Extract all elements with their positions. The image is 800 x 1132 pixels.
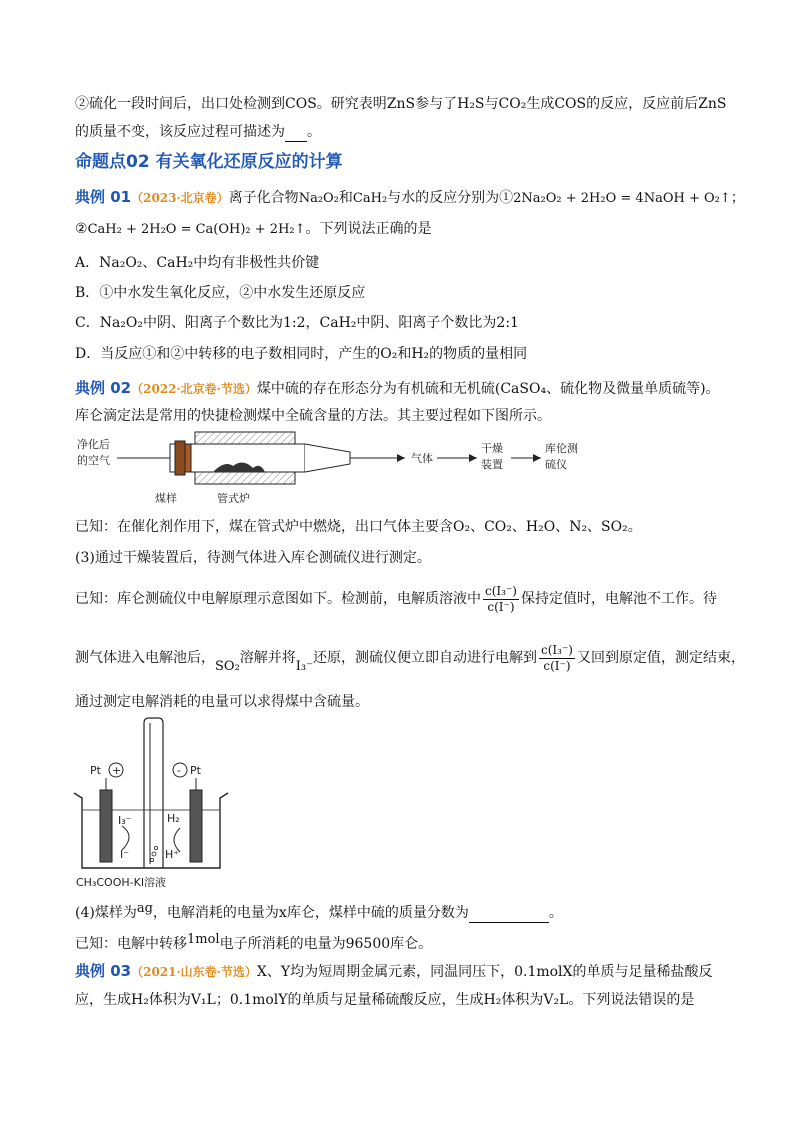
example2-line2: 库仑滴定法是常用的快捷检测煤中全硫含量的方法。其主要过程如下图所示。	[75, 408, 551, 424]
example1-text-a: 离子化合物	[228, 190, 299, 206]
equation-1: 2Na₂O₂ + 2H₂O = 4NaOH + O₂↑	[513, 191, 731, 206]
example3-text1: X、Y均为短周期金属元素，同温同压下，0.1molX的单质与足量稀盐酸反	[256, 964, 713, 980]
label-sample: 煤样	[155, 492, 177, 505]
electrolysis-cell-diagram	[72, 718, 272, 893]
eq2-prefix: ②	[75, 221, 88, 237]
fraction-numerator-2: c(I₃⁻)	[541, 642, 573, 657]
known-3-c: 还原，测硫仪便立即自动进行电解到	[313, 650, 537, 666]
label-dry-2: 装置	[481, 458, 503, 471]
example3-intro	[75, 961, 740, 982]
example1-eq2-line	[75, 219, 740, 240]
label-gas: 气体	[411, 452, 433, 465]
iodide-label: I⁻	[120, 848, 130, 861]
fraction-numerator: c(I₃⁻)	[485, 583, 517, 598]
h2-label: H₂	[167, 812, 180, 825]
example1-text-d: ；	[730, 190, 745, 206]
known-5-b: 电子所消耗的电量为96500库仑。	[219, 936, 433, 952]
intro-line-2-text: 的质量不变，该反应过程可描述为	[75, 124, 285, 140]
known-5	[75, 930, 740, 954]
intro-line-1: ②硫化一段时间后，出口处检测到COS。研究表明ZnS参与了H₂S与CO₂生成COS的反应，反应前后ZnS	[75, 96, 727, 112]
intro-line-2-end: 。	[307, 124, 321, 140]
beaker	[74, 793, 228, 868]
known-3	[75, 640, 745, 680]
ratio-fraction	[483, 584, 519, 615]
fraction-denominator-2: c(I⁻)	[543, 658, 571, 673]
formula-cah2: CaH₂	[352, 191, 388, 206]
example3-label: 典例 03	[75, 962, 132, 980]
option-d: D．当反应①和②中转移的电子数相同时，产生的O₂和H₂的物质的量相同	[75, 346, 528, 362]
option-b: B．①中水发生氧化反应，②中水发生还原反应	[75, 285, 366, 301]
tube-taper	[305, 444, 350, 472]
example2-intro	[75, 378, 740, 399]
formula-i3: I₃⁻	[295, 659, 313, 674]
mass-ag: ag	[136, 901, 153, 916]
arrow-to-gas	[397, 454, 405, 462]
example3-line2: 应，生成H₂体积为V₁L；0.1molY的单质与足量稀硫酸反应，生成H₂体积为V₂L。下列说法错误的是	[75, 992, 695, 1008]
example2-source: （2022·北京卷·节选）	[131, 382, 257, 396]
equation-2: CaH₂ + 2H₂O = Ca(OH)₂ + 2H₂↑	[87, 222, 306, 237]
gas-bubble	[154, 846, 157, 849]
example3-source: （2021·山东卷·节选）	[131, 965, 257, 979]
known-5-a: 已知：电解中转移	[75, 936, 187, 952]
furnace-apparatus-diagram	[75, 430, 635, 512]
option-c: C．Na₂O₂中阴、阳离子个数比为1:2，CaH₂中阴、阳离子个数比为2:1	[75, 315, 519, 331]
stopper-seal	[185, 444, 191, 472]
example1-intro	[75, 187, 745, 209]
example2-text1: 煤中硫的存在形态分为有机硫和无机硫(CaSO₄、硫化物及微量单质硫等)。	[256, 381, 720, 397]
example2-label: 典例 02	[75, 379, 132, 397]
known-2-b: 保持定值时，电解池不工作。待	[520, 591, 717, 607]
fraction-denominator: c(I⁻)	[487, 599, 515, 614]
cathode-electrode	[190, 790, 202, 862]
formula-na2o2: Na₂O₂	[298, 191, 339, 206]
gas-bubble	[152, 852, 156, 856]
example1-text-b: 和	[338, 190, 353, 206]
q4-end: 。	[548, 905, 563, 921]
pt-right-label: Pt	[190, 764, 201, 777]
minus-sign: -	[177, 764, 181, 777]
q4-a: (4)煤样为	[75, 905, 137, 921]
formula-so2: SO₂	[215, 659, 240, 674]
section-heading: 命题点02 有关氧化还原反应的计算	[75, 152, 343, 172]
answer-blank	[285, 127, 307, 142]
hplus-label: H⁺	[165, 848, 180, 861]
i3-label: I₃⁻	[118, 814, 132, 827]
arrow-to-dryer	[469, 454, 477, 462]
arrow-to-coulometer	[533, 454, 541, 462]
amount-1mol: 1mol	[187, 932, 220, 947]
gas-inlet-tube	[144, 718, 163, 868]
known-3-d: 又回到原定值，测定结束，	[576, 650, 745, 666]
anode-electrode	[100, 790, 112, 862]
answer-blank-long	[469, 908, 549, 923]
known-3-a: 测气体进入电解池后，	[75, 650, 215, 666]
label-air-1: 净化后	[77, 438, 110, 451]
label-coulometer-2: 硫仪	[545, 458, 567, 471]
anode-reaction-arrow	[122, 826, 129, 850]
plus-sign: +	[112, 764, 122, 777]
example1-text-e: 。下列说法正确的是	[305, 221, 432, 237]
question-3: (3)通过干燥装置后，待测气体进入库仑测硫仪进行测定。	[75, 550, 431, 566]
label-air-2: 的空气	[77, 454, 110, 467]
question-4	[75, 899, 740, 923]
known-2	[75, 581, 740, 621]
known-4: 通过测定电解消耗的电量可以求得煤中含硫量。	[75, 694, 369, 710]
tube-stopper	[175, 441, 185, 475]
label-coulometer-1: 库伦测	[545, 442, 578, 455]
option-a: A．Na₂O₂、CaH₂中均有非极性共价键	[75, 255, 320, 271]
label-dry-1: 干燥	[481, 442, 503, 455]
known-1: 已知：在催化剂作用下，煤在管式炉中燃烧，出口气体主要含O₂、CO₂、H₂O、N₂、SO₂。	[75, 519, 642, 535]
gas-bubble	[150, 858, 153, 861]
known-3-b: 溶解并将	[239, 650, 296, 666]
pt-left-label: Pt	[90, 764, 101, 777]
solution-label: CH₃COOH-KI溶液	[76, 876, 167, 889]
example1-label: 典例 01	[75, 188, 132, 206]
ratio-fraction-2	[539, 643, 575, 674]
example1-source: （2023·北京卷）	[131, 191, 229, 205]
intro-line-2	[75, 122, 740, 142]
example1-text-c: 与水的反应分别为①	[387, 190, 514, 206]
known-2-a: 已知：库仑测硫仪中电解原理示意图如下。检测前，电解质溶液中	[75, 591, 481, 607]
label-furnace: 管式炉	[217, 492, 250, 505]
q4-b: ，电解消耗的电量为x库仑，煤样中硫的质量分数为	[152, 905, 469, 921]
